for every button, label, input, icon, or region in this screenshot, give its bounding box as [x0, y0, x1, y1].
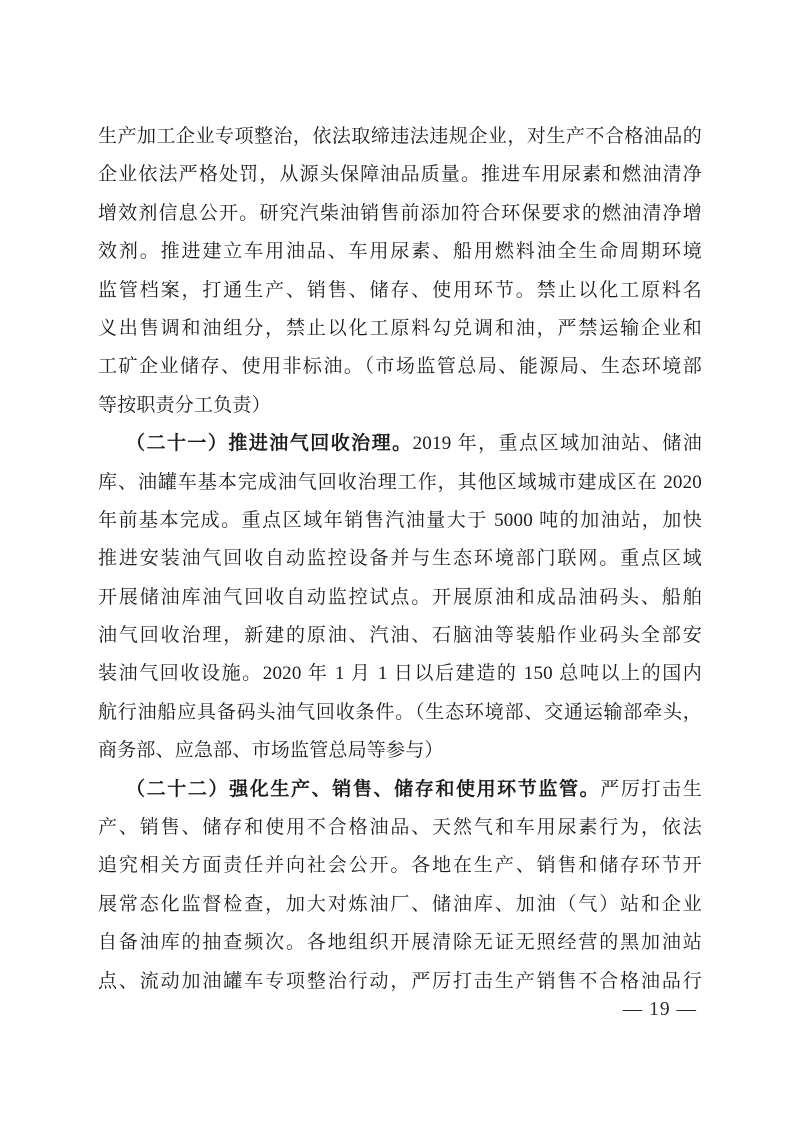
page-number — [623, 998, 697, 1022]
body-text: 工矿企业储存、使用非标油。（市场监管总局、能源局、生态环境部 — [98, 356, 702, 378]
text-line — [98, 272, 702, 310]
page-number-label: — 19 — — [622, 999, 697, 1020]
text-line — [98, 387, 702, 425]
text-line — [98, 464, 702, 502]
body-text: 生产加工企业专项整治，依法取缔违法违规企业，对生产不合格油品的 — [98, 126, 702, 147]
body-text: 装油气回收设施。2020 年 1 月 1 日以后建造的 150 总吨以上的国内 — [98, 663, 702, 685]
text-line — [98, 195, 702, 233]
body-text: 企业依法严格处罚，从源头保障油品质量。推进车用尿素和燃油清净 — [98, 164, 702, 186]
text-line — [98, 655, 702, 693]
text-line — [98, 348, 702, 386]
text-line — [98, 809, 702, 847]
body-text: 油气回收治理，新建的原油、汽油、石脑油等装船作业码头全部安 — [98, 625, 702, 647]
body-text: 等按职责分工负责） — [98, 394, 271, 416]
text-line — [98, 847, 702, 885]
text-line — [98, 156, 702, 194]
text-line — [98, 502, 702, 540]
body-text: 年前基本完成。重点区域年销售汽油量大于 5000 吨的加油站，加快 — [98, 509, 702, 531]
text-line — [98, 310, 702, 348]
text-line — [98, 924, 702, 962]
text-line — [98, 886, 702, 924]
text-line — [98, 118, 702, 156]
text-line — [98, 771, 702, 809]
body-text: 点、流动加油罐车专项整治行动，严厉打击生产销售不合格油品行 — [98, 970, 702, 992]
body-text: 航行油船应具备码头油气回收条件。（生态环境部、交通运输部牵头， — [98, 701, 702, 723]
body-text: 2019 年，重点区域加油站、储油 — [412, 433, 702, 455]
body-text: 监管档案，打通生产、销售、储存、使用环节。禁止以化工原料名 — [98, 279, 702, 301]
text-line — [98, 540, 702, 578]
body-text: 追究相关方面责任并向社会公开。各地在生产、销售和储存环节开 — [98, 855, 702, 877]
text-line — [98, 963, 702, 1001]
text-line — [98, 617, 702, 655]
body-text: 商务部、应急部、市场监管总局等参与） — [98, 740, 444, 762]
body-text: 推进安装油气回收自动监控设备并与生态环境部门联网。重点区域 — [98, 548, 702, 570]
body-text: 效剂。推进建立车用油品、车用尿素、船用燃料油全生命周期环境 — [98, 241, 702, 263]
text-line — [98, 425, 702, 463]
section-heading-text: （二十一）推进油气回收治理。 — [126, 433, 413, 455]
body-text: 库、油罐车基本完成油气回收治理工作，其他区域城市建成区在 2020 — [98, 471, 702, 493]
body-text: 产、销售、储存和使用不合格油品、天然气和车用尿素行为，依法 — [98, 817, 702, 839]
body-text: 严厉打击生 — [600, 778, 702, 800]
text-line — [98, 732, 702, 770]
body-text: 展常态化监督检查，加大对炼油厂、储油库、加油（气）站和企业 — [98, 893, 702, 915]
text-line — [98, 233, 702, 271]
text-line — [98, 694, 702, 732]
text-line — [98, 579, 702, 617]
body-text: 开展储油库油气回收自动监控试点。开展原油和成品油码头、船舶 — [98, 586, 702, 608]
document-body — [98, 118, 702, 1001]
body-text: 义出售调和油组分，禁止以化工原料勾兑调和油，严禁运输企业和 — [98, 317, 702, 339]
section-heading-text: （二十二）强化生产、销售、储存和使用环节监管。 — [126, 778, 601, 800]
body-text: 增效剂信息公开。研究汽柴油销售前添加符合环保要求的燃油清净增 — [98, 202, 702, 224]
body-text: 自备油库的抽查频次。各地组织开展清除无证无照经营的黑加油站 — [98, 932, 702, 954]
